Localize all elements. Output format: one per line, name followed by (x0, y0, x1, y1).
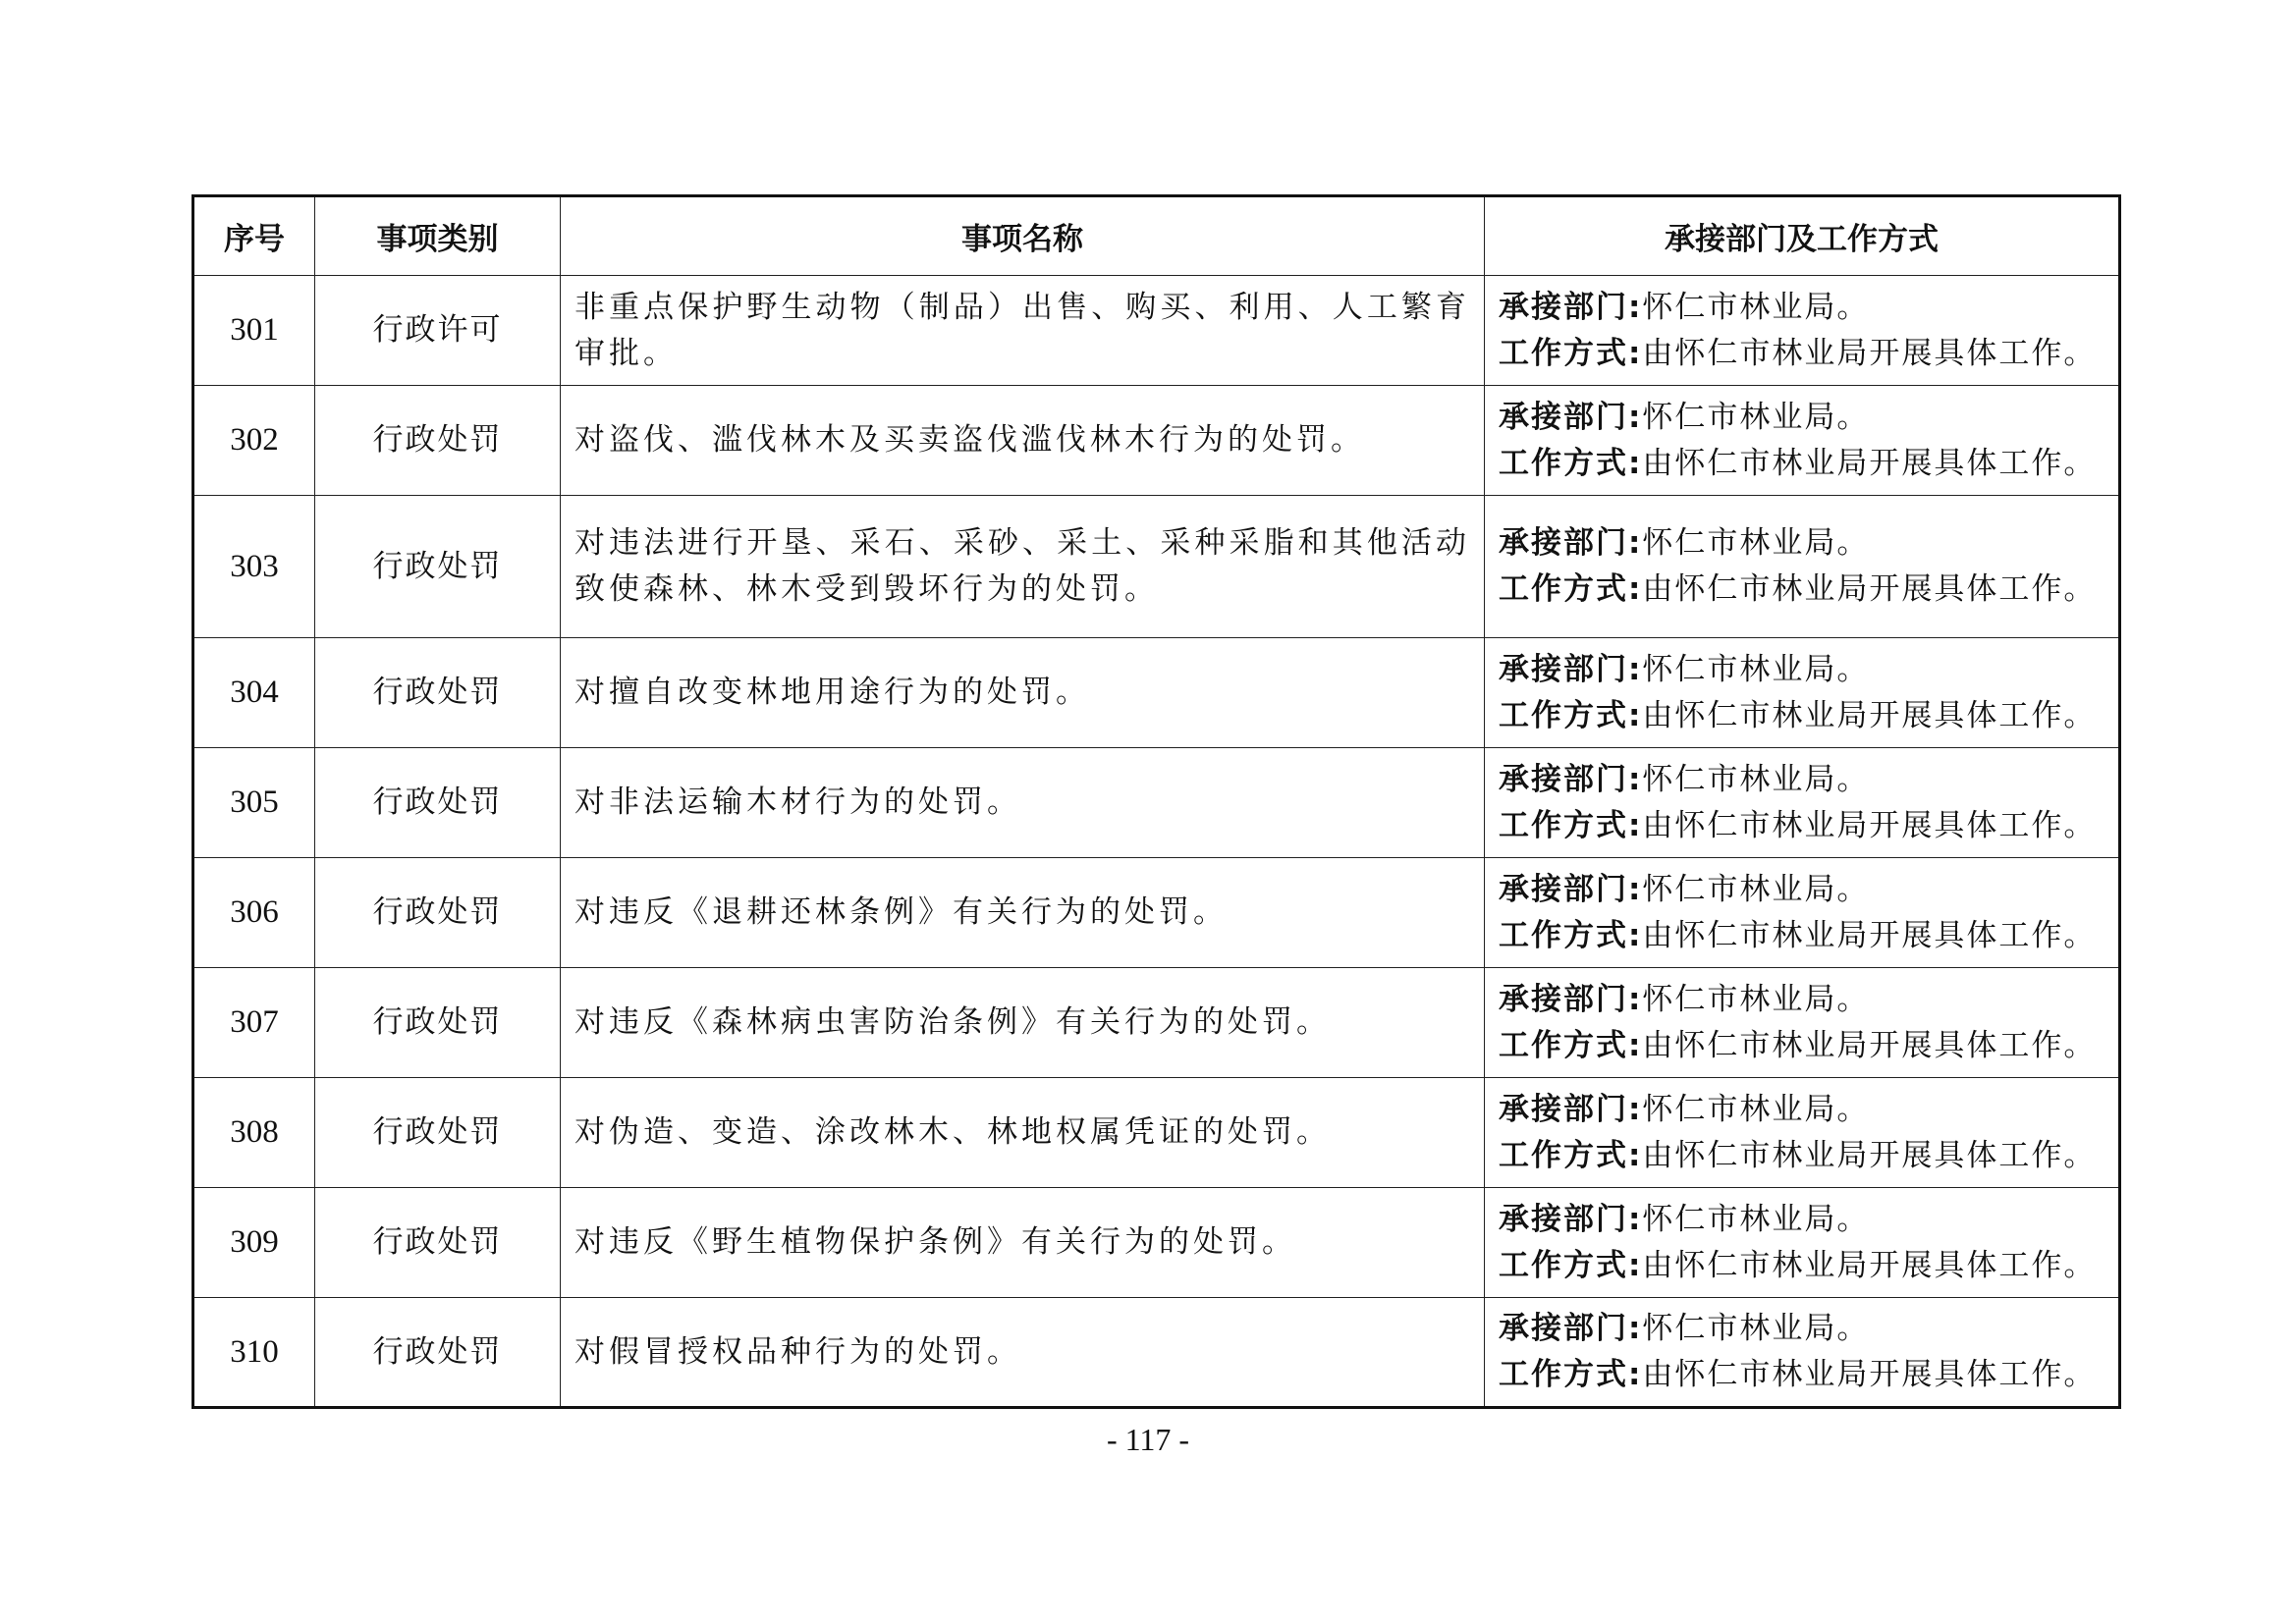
row-category: 行政处罚 (315, 1188, 561, 1298)
row-dept-method (1485, 638, 2120, 748)
row-dept-method (1485, 1188, 2120, 1298)
row-category: 行政许可 (315, 276, 561, 386)
method-value: 由怀仁市林业局开展具体工作。 (1642, 335, 2097, 371)
row-name: 对盗伐、滥伐林木及买卖盗伐滥伐林木行为的处罚。 (561, 386, 1485, 496)
row-category: 行政处罚 (315, 1298, 561, 1408)
dept-value: 怀仁市林业局。 (1642, 1201, 1870, 1237)
dept-label: 承接部门: (1499, 1091, 1643, 1127)
row-name: 对违反《退耕还林条例》有关行为的处罚。 (561, 858, 1485, 968)
table-row (193, 858, 2120, 968)
method-label: 工作方式: (1499, 697, 1643, 733)
dept-value: 怀仁市林业局。 (1642, 289, 1870, 325)
row-seq: 301 (193, 276, 315, 386)
items-table (191, 194, 2121, 1409)
method-value: 由怀仁市林业局开展具体工作。 (1642, 1137, 2097, 1173)
row-seq: 306 (193, 858, 315, 968)
row-name: 对违法进行开垦、采石、采砂、采土、采种采脂和其他活动致使森林、林木受到毁坏行为的处罚。 (561, 496, 1485, 638)
row-dept-method (1485, 748, 2120, 858)
table-row (193, 748, 2120, 858)
row-name: 对非法运输木材行为的处罚。 (561, 748, 1485, 858)
dept-value: 怀仁市林业局。 (1642, 525, 1870, 561)
table-row (193, 968, 2120, 1078)
dept-value: 怀仁市林业局。 (1642, 1311, 1870, 1346)
method-value: 由怀仁市林业局开展具体工作。 (1642, 571, 2097, 607)
row-dept-method (1485, 386, 2120, 496)
row-seq: 309 (193, 1188, 315, 1298)
dept-value: 怀仁市林业局。 (1642, 761, 1870, 797)
method-label: 工作方式: (1499, 445, 1643, 481)
row-category: 行政处罚 (315, 1078, 561, 1188)
method-label: 工作方式: (1499, 1137, 1643, 1173)
dept-label: 承接部门: (1499, 1311, 1643, 1346)
row-category: 行政处罚 (315, 858, 561, 968)
method-label: 工作方式: (1499, 335, 1643, 371)
row-dept-method (1485, 968, 2120, 1078)
header-dept: 承接部门及工作方式 (1485, 196, 2120, 276)
dept-label: 承接部门: (1499, 761, 1643, 797)
dept-label: 承接部门: (1499, 525, 1643, 561)
method-label: 工作方式: (1499, 1027, 1643, 1063)
row-seq: 305 (193, 748, 315, 858)
row-category: 行政处罚 (315, 748, 561, 858)
page-number: - 117 - (1106, 1422, 1190, 1457)
row-name: 非重点保护野生动物（制品）出售、购买、利用、人工繁育审批。 (561, 276, 1485, 386)
dept-label: 承接部门: (1499, 871, 1643, 907)
table-row (193, 1188, 2120, 1298)
method-label: 工作方式: (1499, 1247, 1643, 1283)
dept-value: 怀仁市林业局。 (1642, 1091, 1870, 1127)
table-row (193, 276, 2120, 386)
dept-value: 怀仁市林业局。 (1642, 981, 1870, 1017)
row-dept-method (1485, 1298, 2120, 1408)
row-category: 行政处罚 (315, 496, 561, 638)
dept-label: 承接部门: (1499, 651, 1643, 687)
method-value: 由怀仁市林业局开展具体工作。 (1642, 445, 2097, 481)
header-category: 事项类别 (315, 196, 561, 276)
row-seq: 303 (193, 496, 315, 638)
table-row (193, 496, 2120, 638)
row-dept-method (1485, 858, 2120, 968)
row-seq: 307 (193, 968, 315, 1078)
row-dept-method (1485, 1078, 2120, 1188)
row-category: 行政处罚 (315, 968, 561, 1078)
table-row (193, 638, 2120, 748)
row-name: 对违反《野生植物保护条例》有关行为的处罚。 (561, 1188, 1485, 1298)
method-label: 工作方式: (1499, 917, 1643, 953)
row-name: 对擅自改变林地用途行为的处罚。 (561, 638, 1485, 748)
dept-label: 承接部门: (1499, 399, 1643, 435)
row-name: 对伪造、变造、涂改林木、林地权属凭证的处罚。 (561, 1078, 1485, 1188)
header-seq: 序号 (193, 196, 315, 276)
table-row (193, 1078, 2120, 1188)
header-name: 事项名称 (561, 196, 1485, 276)
method-value: 由怀仁市林业局开展具体工作。 (1642, 1357, 2097, 1392)
method-value: 由怀仁市林业局开展具体工作。 (1642, 1027, 2097, 1063)
table-row (193, 386, 2120, 496)
row-name: 对假冒授权品种行为的处罚。 (561, 1298, 1485, 1408)
dept-label: 承接部门: (1499, 981, 1643, 1017)
row-seq: 304 (193, 638, 315, 748)
table-row (193, 1298, 2120, 1408)
row-seq: 302 (193, 386, 315, 496)
row-dept-method (1485, 276, 2120, 386)
row-category: 行政处罚 (315, 638, 561, 748)
row-name: 对违反《森林病虫害防治条例》有关行为的处罚。 (561, 968, 1485, 1078)
method-value: 由怀仁市林业局开展具体工作。 (1642, 1247, 2097, 1283)
method-label: 工作方式: (1499, 571, 1643, 607)
method-value: 由怀仁市林业局开展具体工作。 (1642, 697, 2097, 733)
row-dept-method (1485, 496, 2120, 638)
method-label: 工作方式: (1499, 1357, 1643, 1392)
row-category: 行政处罚 (315, 386, 561, 496)
dept-label: 承接部门: (1499, 1201, 1643, 1237)
row-seq: 308 (193, 1078, 315, 1188)
dept-value: 怀仁市林业局。 (1642, 651, 1870, 687)
header-row (193, 196, 2120, 276)
row-seq: 310 (193, 1298, 315, 1408)
method-value: 由怀仁市林业局开展具体工作。 (1642, 917, 2097, 953)
method-label: 工作方式: (1499, 807, 1643, 843)
dept-value: 怀仁市林业局。 (1642, 871, 1870, 907)
method-value: 由怀仁市林业局开展具体工作。 (1642, 807, 2097, 843)
dept-value: 怀仁市林业局。 (1642, 399, 1870, 435)
dept-label: 承接部门: (1499, 289, 1643, 325)
